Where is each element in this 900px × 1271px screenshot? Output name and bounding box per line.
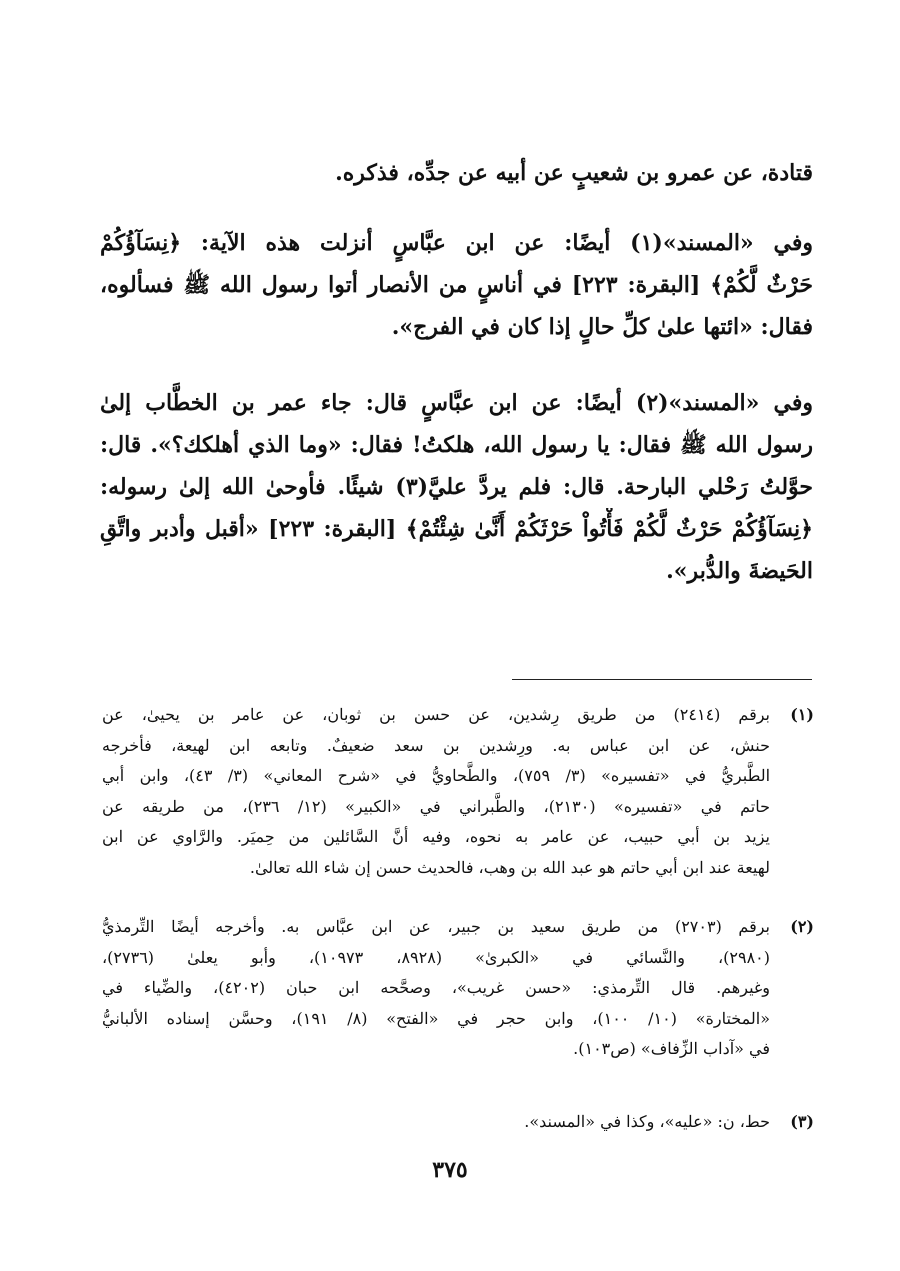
footnote-line: (٢٩٨٠)، والنَّسائي في «الكبرىٰ» (٨٩٢٨، ١٠٩٧٣)، وأبو يعلىٰ (٢٧٣٦)،: [102, 947, 770, 967]
footnote-line: في «آداب الزِّفاف» (ص١٠٣).: [573, 1039, 770, 1058]
text-line: قتادة، عن عمرو بن شعيبٍ عن أبيه عن جدِّه، فذكره.: [335, 160, 813, 186]
footnote-line: حاتم في «تفسيره» (٢١٣٠)، والطَّبراني في «الكبير» (١٢/ ٢٣٦)، من طريقه عن: [102, 796, 770, 816]
footnote-separator: [512, 679, 812, 680]
footnote-number: (٣): [790, 1112, 814, 1131]
footnote-2: [102, 912, 814, 1065]
footnote-line: الطَّبريُّ في «تفسيره» (٣/ ٧٥٩)، والطَّحاويُّ في «شرح المعاني» (٣/ ٤٣)، وابن أبي: [102, 766, 770, 785]
text-line: حوَّلتُ رَحْلي البارحة. قال: فلم يردَّ عليَّ(٣) شيئًا. فأوحىٰ الله إلىٰ رسوله:: [100, 474, 813, 500]
footnote-line: حط، ن: «عليه»، وكذا في «المسند».: [524, 1112, 770, 1131]
paragraph-musnad-1: [100, 222, 813, 348]
text-line: ﴿نِسَآؤُكُمْ حَرْثٌ لَّكُمْ فَأْتُواْ حَرْثَكُمْ أَنَّىٰ شِئْتُمْ﴾ [البقرة: ٢٢٣] «أقبل وأدبر واتَّقِ: [100, 516, 813, 542]
footnote-line: برقم (٢٤١٤) من طريق رِشدين، عن حسن بن ثوبان، عن عامر بن يحيىٰ، عن: [102, 705, 770, 724]
footnote-line: برقم (٢٧٠٣) من طريق سعيد بن جبير، عن ابن عبَّاس به. وأخرجه أيضًا التِّرمذيُّ: [102, 917, 770, 936]
footnote-line: «المختارة» (١٠/ ١٠٠)، وابن حجر في «الفتح» (٨/ ١٩١)، وحسَّن إسناده الألبانيُّ: [102, 1008, 770, 1028]
footnote-line: يزيد بن أبي حبيب، عن عامر به نحوه، وفيه أنَّ السَّائلين من حِميَر. والرَّاوي عن ابن: [102, 827, 770, 846]
text-line: فقال: «ائتها علىٰ كلِّ حالٍ إذا كان في الفرج».: [391, 314, 813, 340]
text-line: الحَيضةَ والدُّبر».: [666, 558, 813, 584]
footnote-3: [102, 1107, 814, 1138]
footnote-number: (١): [790, 705, 814, 724]
footnote-number: (٢): [790, 917, 814, 936]
page-number: ٣٧٥: [432, 1157, 468, 1183]
text-line: وفي «المسند»(١) أيضًا: عن ابن عبَّاسٍ أنزلت هذه الآية: ﴿نِسَآؤُكُمْ: [100, 230, 813, 256]
paragraph-musnad-2: [100, 382, 813, 592]
text-line: وفي «المسند»(٢) أيضًا: عن ابن عبَّاسٍ قال: جاء عمر بن الخطَّاب إلىٰ: [100, 390, 813, 416]
footnote-line: وغيرهم. قال التِّرمذي: «حسن غريب»، وصحَّحه ابن حبان (٤٢٠٢)، والضِّياء في: [102, 978, 770, 997]
footnote-line: لهيعة عند ابن أبي حاتم هو عبد الله بن وهب، فالحديث حسن إن شاء الله تعالىٰ.: [249, 857, 770, 877]
paragraph-continuation: [100, 152, 813, 194]
text-line: رسول الله ﷺ فقال: يا رسول الله، هلكتُ! فقال: «وما الذي أهلكك؟». قال:: [100, 432, 813, 458]
text-line: حَرْثٌ لَّكُمْ﴾ [البقرة: ٢٢٣] في أناسٍ من الأنصار أتوا رسول الله ﷺ فسألوه،: [100, 272, 813, 298]
footnote-line: حنش، عن ابن عباس به. ورِشدين بن سعد ضعيفٌ. وتابعه ابن لهيعة، فأخرجه: [102, 735, 770, 755]
footnote-1: [102, 700, 814, 883]
